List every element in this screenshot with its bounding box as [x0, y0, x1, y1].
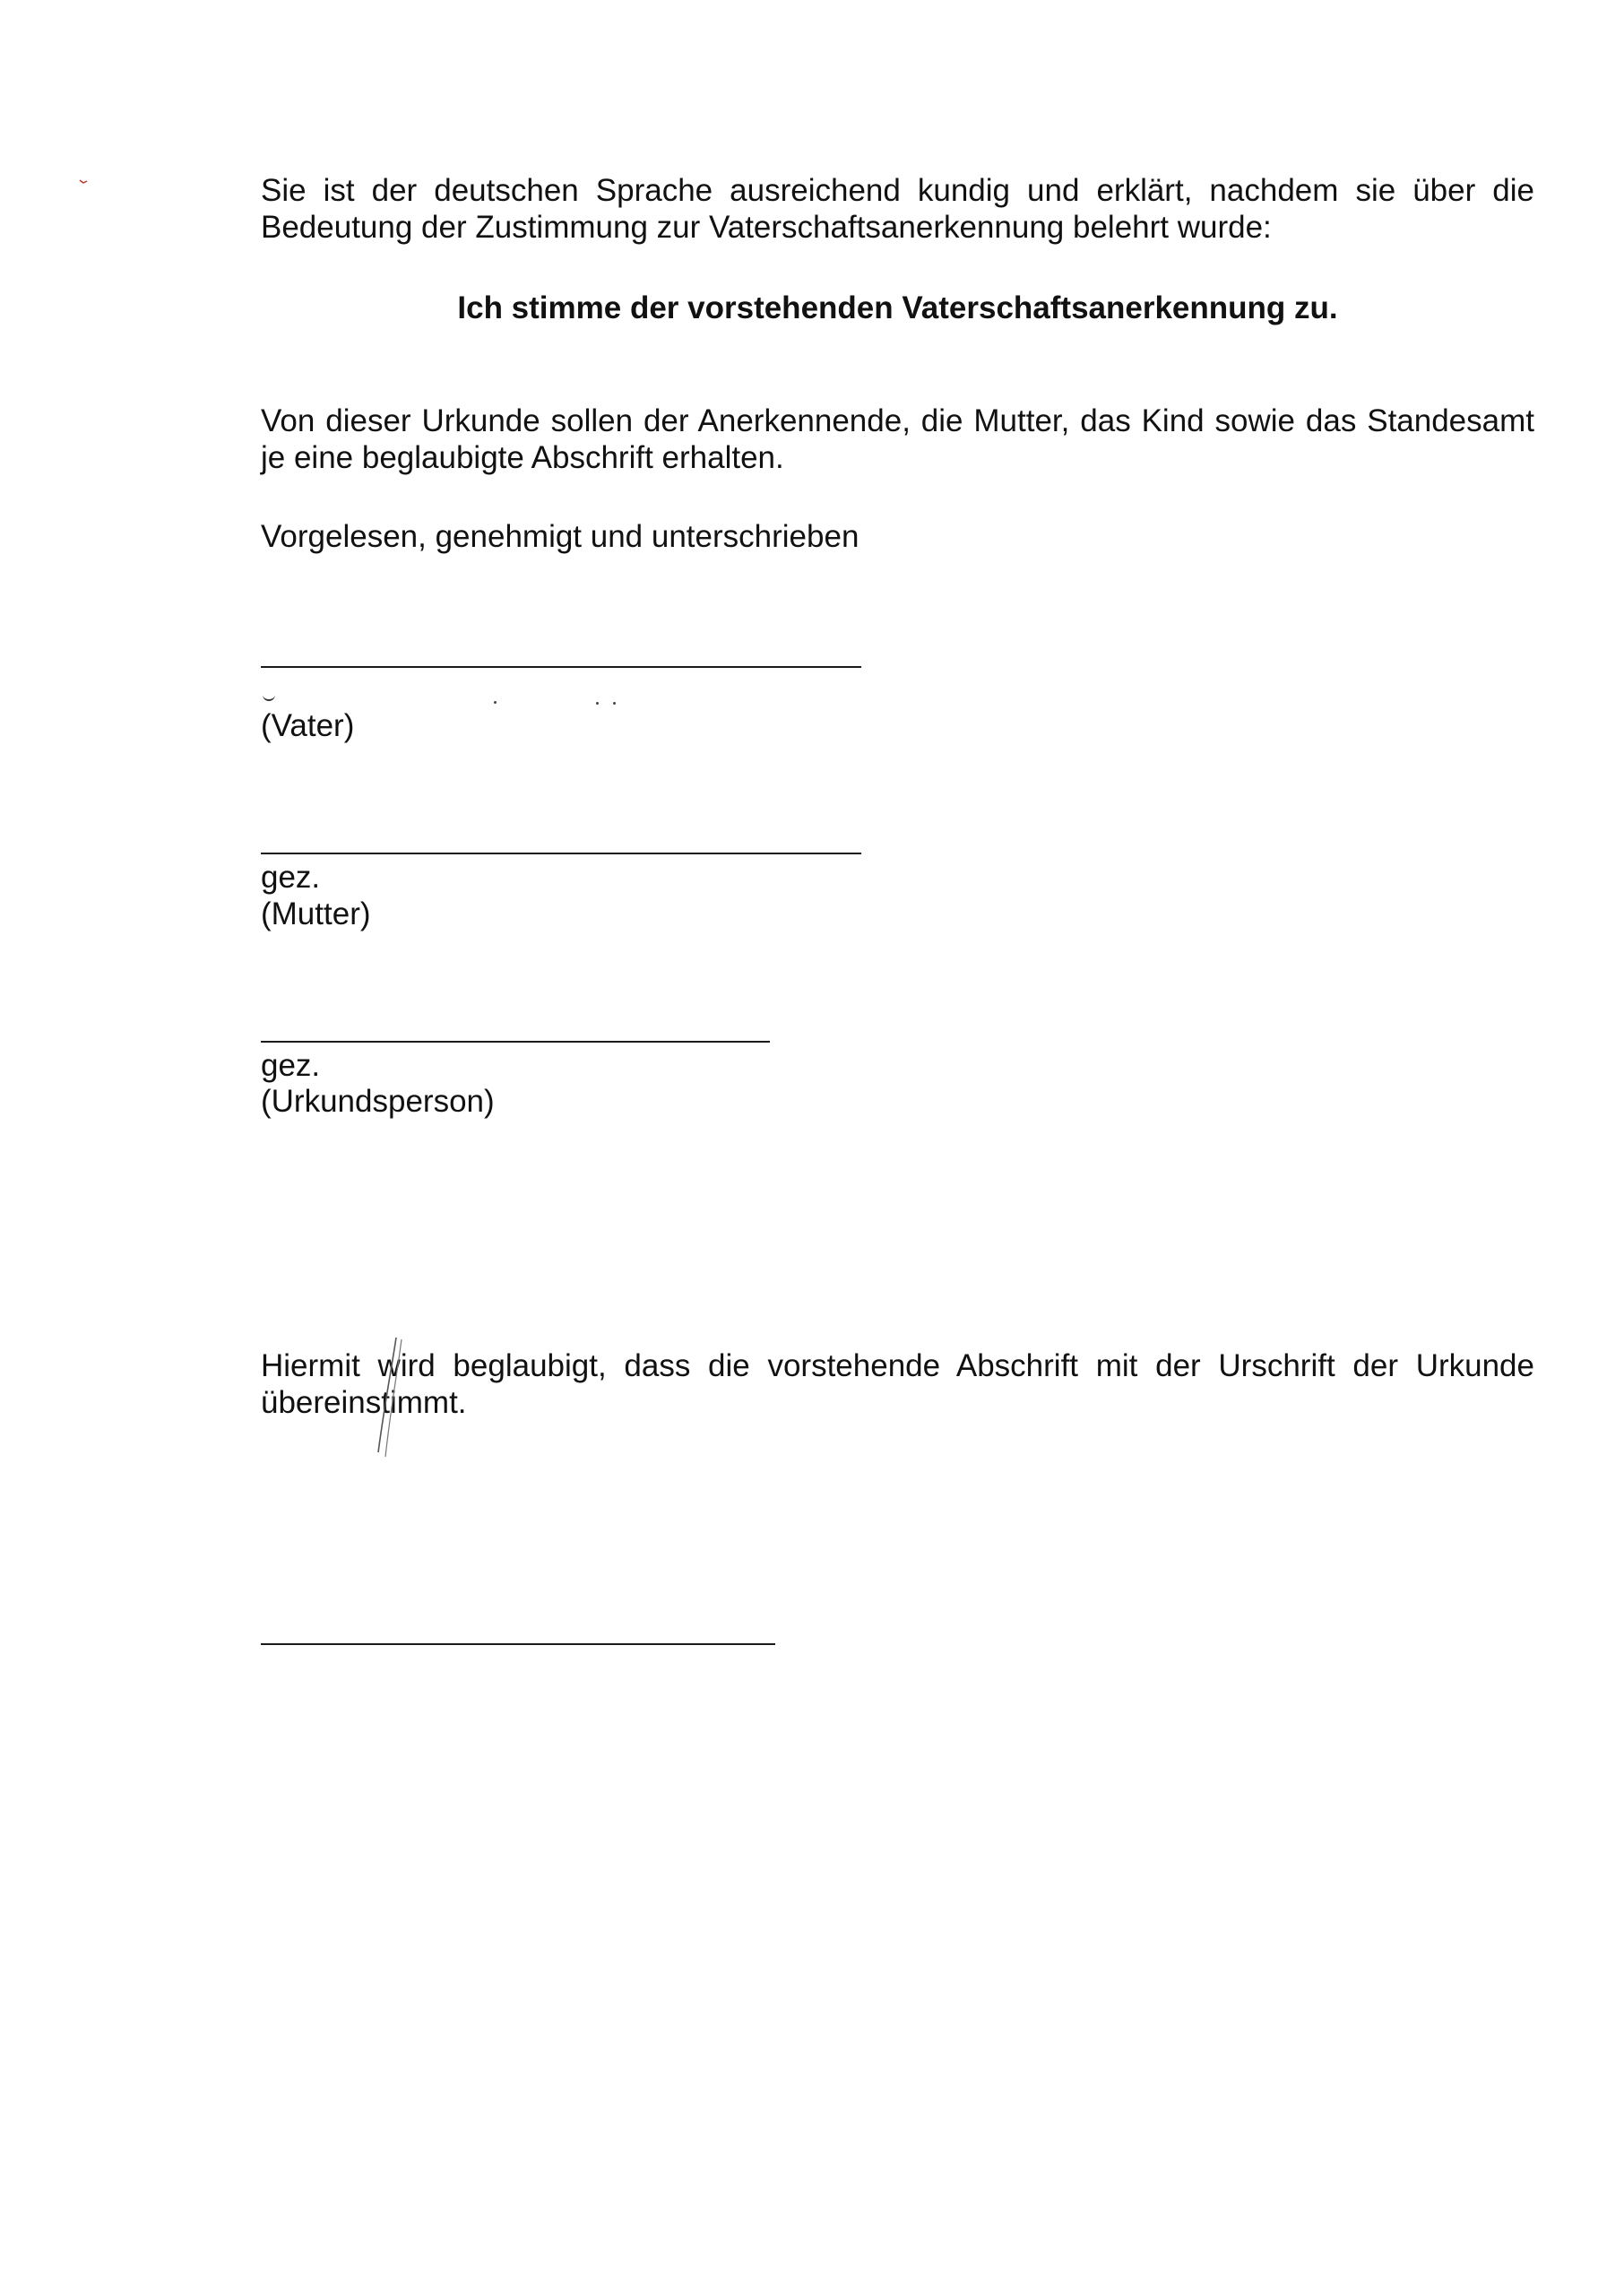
pen-stroke-mark [358, 1336, 412, 1461]
mother-signature-line [261, 853, 861, 854]
consent-statement: Ich stimme der vorstehenden Vaterschaftsanerkennung zu. [457, 290, 1338, 325]
copies-paragraph: Von dieser Urkunde sollen der Anerkennende, die Mutter, das Kind sowie das Standesamt je eine beglaubigte Abschrift erhalten. [261, 403, 1534, 475]
ink-breve-mark [263, 694, 275, 701]
read-approved-text: Vorgelesen, genehmigt und unterschrieben [261, 519, 860, 554]
certification-signature-line [261, 1643, 775, 1645]
father-label: (Vater) [261, 708, 355, 743]
father-signature-line [261, 666, 861, 668]
ink-speck [613, 702, 616, 705]
ink-speck [596, 702, 599, 705]
mother-gez-label: gez. [261, 860, 321, 895]
notary-signature-line [261, 1041, 770, 1043]
certification-paragraph: Hiermit wird beglaubigt, dass die vorstehende Abschrift mit der Urschrift der Urkunde übereinstimmt. [261, 1348, 1534, 1420]
notary-label: (Urkundsperson) [261, 1084, 495, 1119]
notary-gez-label: gez. [261, 1048, 321, 1083]
mother-label: (Mutter) [261, 896, 371, 931]
intro-paragraph: Sie ist der deutschen Sprache ausreichend kundig und erklärt, nachdem sie über die Bedeutung der Zustimmung zur Vaterschaftsanerkennung belehrt wurde: [261, 173, 1534, 245]
ink-speck [494, 701, 497, 704]
red-ink-mark [79, 179, 88, 184]
